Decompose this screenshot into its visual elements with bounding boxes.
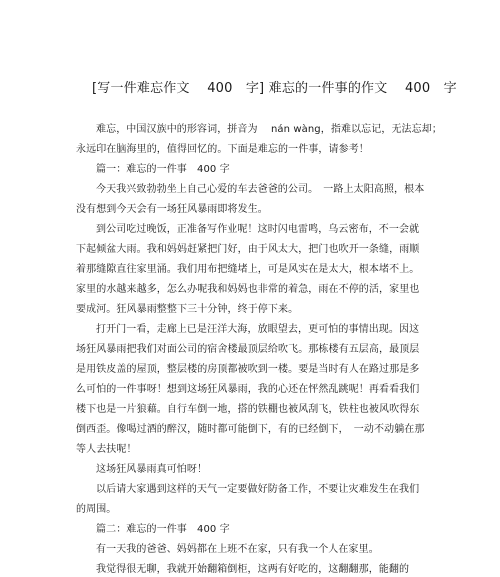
paragraph-line: 我觉得很无聊，我就开始翻箱倒柜，这两有好吃的，这翻翻那，能翻的 — [96, 564, 410, 575]
paragraph-line: 等人去扶呢！ — [76, 444, 137, 455]
paragraph-line: 着那缝隙直往家里涌。我们用布把缝堵上，可是风实在是太大，根本堵不上。 — [76, 264, 420, 275]
document-title: [写一件难忘作文 400 字] 难忘的一件事的作文 400 字 — [92, 81, 457, 96]
paragraph-line: 场狂风暴雨把我们对面公司的宿舍楼最顶层给吹飞。那栋楼有五层高，最顶层 — [76, 344, 420, 355]
paragraph-line: 难忘，中国汉族中的形容词，拼音为 nán wàng，指难以忘记，无法忘却； — [96, 124, 442, 135]
paragraph-line: 倒西歪。像喝过酒的醉汉，随时都可能倒下，有的已经倒下， 一动不动躺在那 — [76, 424, 425, 435]
paragraph-line: 到公司吃过晚饭，正准备写作业呢！这时闪电雷鸣，乌云密布，不一会就 — [96, 224, 420, 235]
paragraph-line: 以后请大家遇到这样的天气一定要做好防备工作，不要让灾难发生在我们 — [96, 484, 420, 495]
paragraph-line: 今天我兴致勃勃坐上自己心爱的车去爸爸的公司。 一路上太阳高照，根本 — [96, 184, 425, 195]
paragraph-line: 有一天我的爸爸、妈妈都在上班不在家，只有我一个人在家里。 — [96, 544, 379, 555]
paragraph-line: 要成河。狂风暴雨整整下三十分钟，终于停下来。 — [76, 304, 299, 315]
paragraph-line: 家里的水越来越多，怎么办呢我和妈妈也非常的着急，雨在不停的活，家里也 — [76, 284, 420, 295]
section-heading: 篇二：难忘的一件事 400 字 — [96, 524, 230, 535]
paragraph-line: 么可怕的一件事呀！想到这场狂风暴雨，我的心还在怦然乱跳呢！再看看我们 — [76, 384, 420, 395]
paragraph-line: 没有想到今天会有一场狂风暴雨即将发生。 — [76, 204, 268, 215]
paragraph-line: 打开门一看，走廊上已是汪洋大海，放眼望去，更可怕的事情出现。因这 — [96, 324, 420, 335]
paragraph-line: 是用铁皮盖的屋顶，整层楼的房顶都被吹到一楼。要是当时有人在路过那是多 — [76, 364, 420, 375]
paragraph-line: 这场狂风暴雨真可怕呀！ — [96, 464, 208, 475]
paragraph-line: 的周围。 — [76, 504, 117, 515]
paragraph-line: 下起倾盆大雨。我和妈妈赶紧把门好，由于风太大，把门也吹开一条缝，雨顺 — [76, 244, 420, 255]
paragraph-line: 永远印在脑海里的，值得回忆的。下面是难忘的一件事，请参考！ — [76, 144, 369, 155]
section-heading: 篇一：难忘的一件事 400 字 — [96, 164, 230, 175]
paragraph-line: 楼下也是一片狼藉。自行车倒一地，搭的铁棚也被风刮飞，铁柱也被风吹得东 — [76, 404, 420, 415]
